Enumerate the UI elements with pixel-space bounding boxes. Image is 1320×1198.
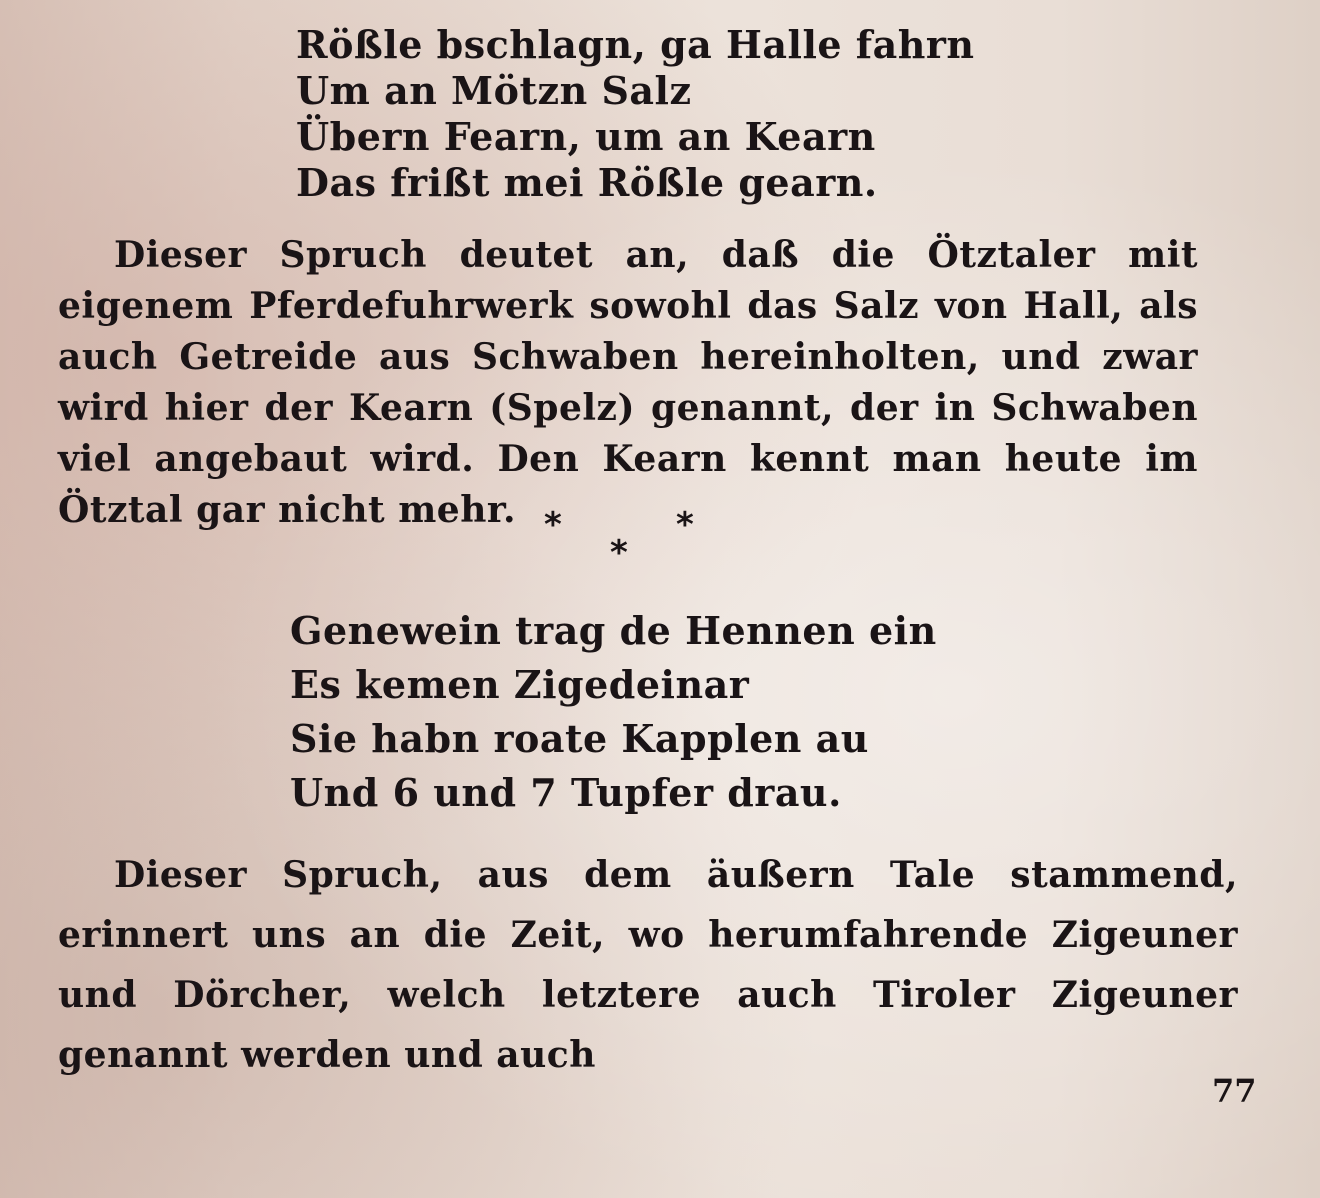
verse-line: Und 6 und 7 Tupfer drau. bbox=[290, 770, 842, 815]
verse-line: Das frißt mei Rößle gearn. bbox=[296, 160, 878, 205]
page-number: 77 bbox=[1212, 1072, 1257, 1110]
verse-line: Übern Fearn, um an Kearn bbox=[296, 114, 876, 159]
asterisk: * bbox=[610, 533, 628, 573]
verse-line: Rößle bschlagn, ga Halle fahrn bbox=[296, 22, 975, 67]
verse-stanza-1 bbox=[296, 22, 975, 206]
verse-line: Genewein trag de Hennen ein bbox=[290, 608, 937, 653]
verse-line: Es kemen Zigedeinar bbox=[290, 662, 750, 707]
paragraph-1: Dieser Spruch deutet an, daß die Ötztaler mit eigenem Pferdefuhrwerk sowohl das Salz von Hall, als auch Getreide aus Schwaben hereinholten, und zwar wird hier der Kearn (Spelz) genannt, der in Schwaben viel angebaut wird. Den Kearn kennt man heute im Ötztal gar nicht mehr. bbox=[58, 234, 1198, 531]
verse-line: Sie habn roate Kapplen au bbox=[290, 716, 869, 761]
asterisk: * bbox=[544, 505, 562, 545]
asterisk: * bbox=[676, 505, 694, 545]
asterism-separator bbox=[530, 505, 720, 575]
paragraph-2: Dieser Spruch, aus dem äußern Tale stammend, erinnert uns an die Zeit, wo herumfahrende Zigeuner und Dörcher, welch letztere auch Tiroler Zigeuner genannt werden und auch bbox=[58, 854, 1238, 1076]
verse-line: Um an Mötzn Salz bbox=[296, 68, 692, 113]
verse-stanza-2 bbox=[290, 604, 937, 820]
